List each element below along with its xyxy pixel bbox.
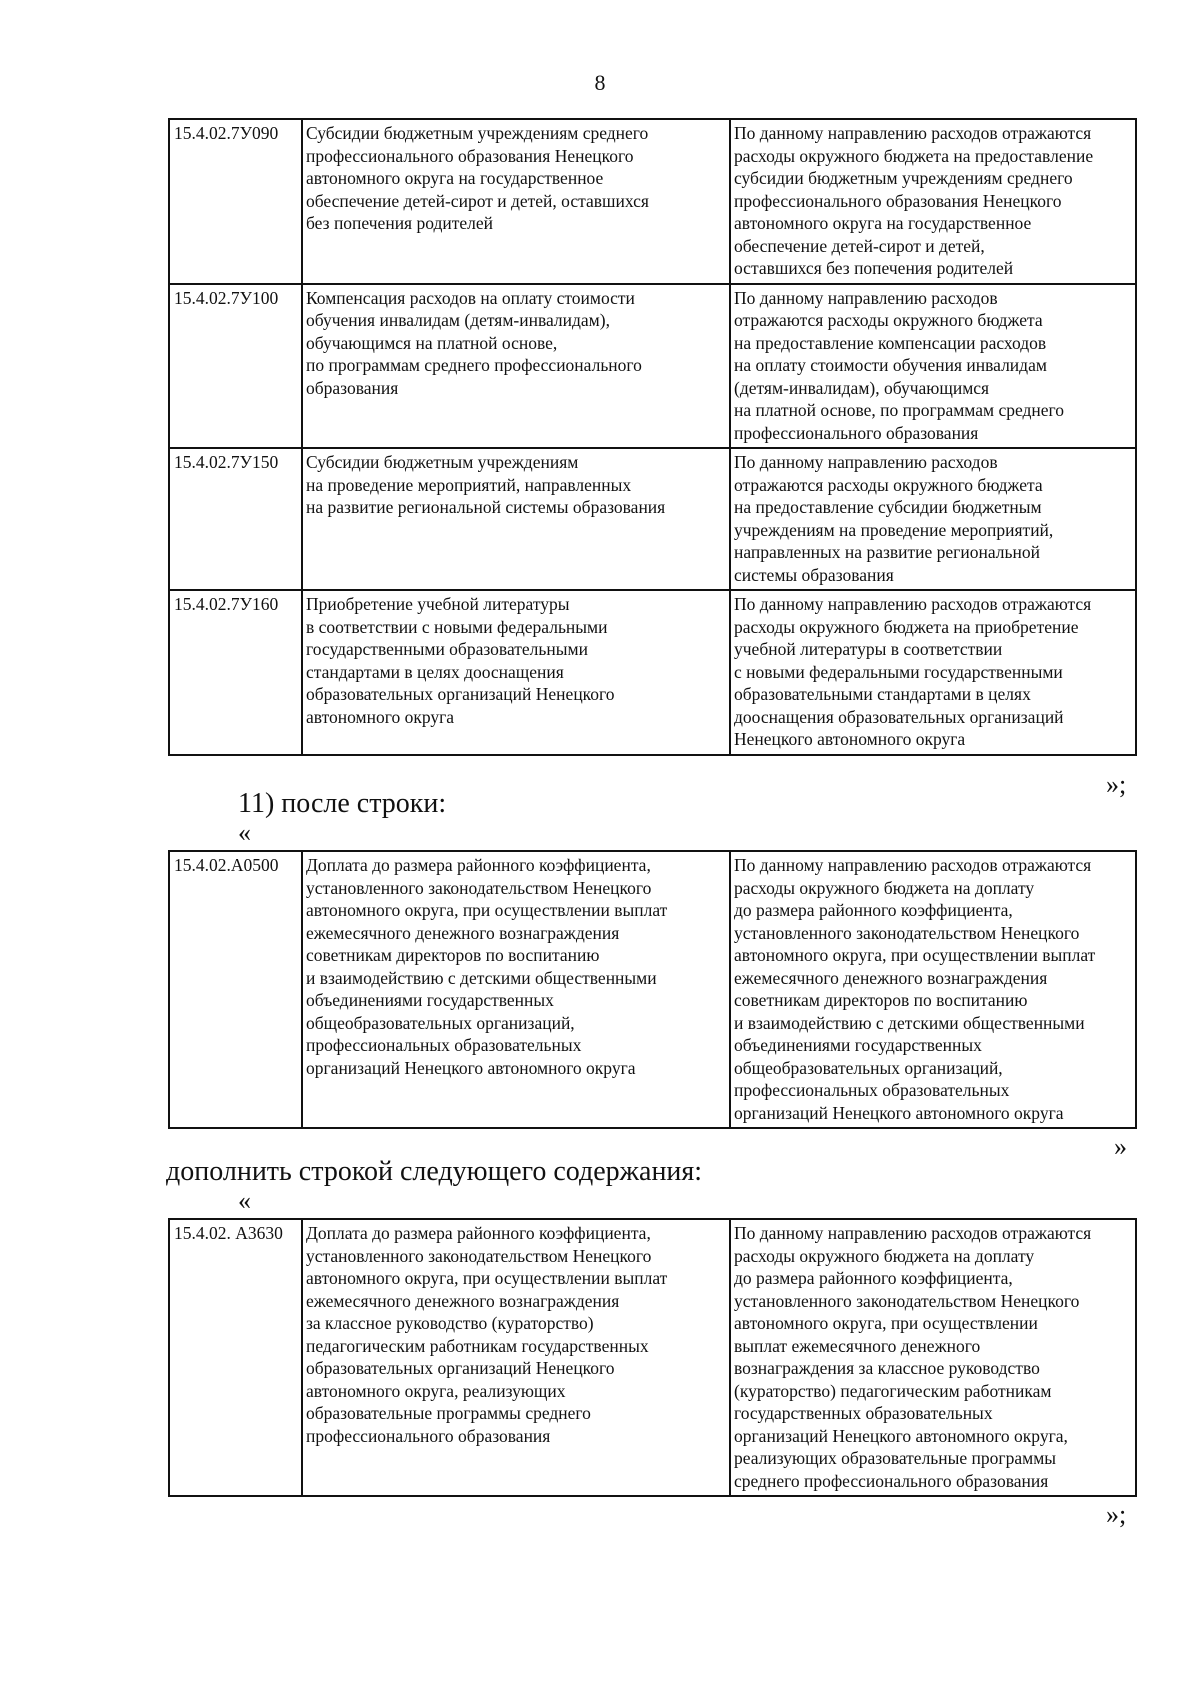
text-line: объединениями государственных — [306, 990, 554, 1010]
text-line: Доплата до размера районного коэффициента, — [306, 855, 651, 875]
text-line: установленного законодательством Ненецкого — [734, 1290, 1080, 1311]
text-line: автономного округа — [306, 706, 455, 727]
text-line: ежемесячного денежного вознаграждения — [734, 967, 1048, 988]
text-line: Компенсация расходов на оплату стоимости — [306, 287, 635, 308]
text-line: По данному направлению расходов — [734, 287, 998, 308]
text-line: образовательные программы среднего — [306, 1403, 591, 1423]
text-line: (кураторство) педагогическим работникам — [734, 1380, 1052, 1401]
budget-table-3 — [168, 1218, 1137, 1497]
text-line: установленного законодательством Ненецкого — [306, 1245, 652, 1266]
text-line: автономного округа, при осуществлении выплат — [306, 900, 668, 920]
budget-table-1 — [168, 118, 1137, 756]
text-line: среднего профессионального образования — [734, 1470, 1049, 1491]
row-name — [302, 590, 730, 755]
text-line: (детям-инвалидам), обучающимся — [734, 377, 990, 398]
row-name — [302, 284, 730, 449]
row-code: 15.4.02.7У090 — [169, 119, 302, 284]
text-line: до размера районного коэффициента, — [734, 1268, 1013, 1288]
row-code: 15.4.02.А0500 — [169, 851, 302, 1128]
text-line: отражаются расходы окружного бюджета — [734, 310, 1043, 330]
opening-quote: « — [238, 1186, 251, 1215]
text-line: По данному направлению расходов отражаются — [734, 123, 1092, 143]
text-line: профессионального образования Ненецкого — [734, 190, 1062, 211]
text-line: реализующих образовательные программы — [734, 1448, 1057, 1468]
text-line: выплат ежемесячного денежного — [734, 1335, 981, 1356]
text-line: за классное руководство (кураторство) — [306, 1313, 594, 1333]
text-line: автономного округа, реализующих — [306, 1380, 566, 1401]
text-line: Субсидии бюджетным учреждениям — [306, 452, 579, 472]
text-line: ежемесячного денежного вознаграждения — [306, 1290, 620, 1311]
row-code: 15.4.02.7У100 — [169, 284, 302, 449]
text-line: на оплату стоимости обучения инвалидам — [734, 355, 1047, 375]
text-line: на платной основе, по программам среднего — [734, 400, 1065, 420]
text-line: расходы окружного бюджета на доплату — [734, 877, 1035, 898]
text-line: и взаимодействию с детскими общественными — [306, 967, 657, 988]
text-line: учебной литературы в соответствии — [734, 639, 1003, 659]
text-line: педагогическим работникам государственных — [306, 1335, 649, 1356]
text-line: профессиональных образовательных — [306, 1035, 582, 1055]
text-line: расходы окружного бюджета на доплату — [734, 1245, 1035, 1266]
closing-quote: » — [1114, 1132, 1127, 1161]
text-line: образовательными стандартами в целях — [734, 684, 1031, 704]
row-explanation — [730, 590, 1136, 755]
text-line: обеспечение детей-сирот и детей, — [734, 235, 985, 256]
text-line: Субсидии бюджетным учреждениям среднего — [306, 123, 649, 143]
row-code: 15.4.02.7У160 — [169, 590, 302, 755]
text-line: По данному направлению расходов отражаются — [734, 855, 1092, 875]
table-row — [169, 448, 1136, 590]
text-line: ежемесячного денежного вознаграждения — [306, 922, 620, 943]
table-row — [169, 851, 1136, 1128]
text-line: организаций Ненецкого автономного округа, — [734, 1425, 1068, 1446]
text-line: По данному направлению расходов отражаются — [734, 1223, 1092, 1243]
text-line: субсидии бюджетным учреждениям среднего — [734, 168, 1073, 188]
text-line: государственных образовательных — [734, 1403, 993, 1423]
text-line: расходы окружного бюджета на предоставление — [734, 145, 1094, 166]
text-line: образования — [306, 377, 399, 398]
text-line: автономного округа, при осуществлении выплат — [734, 945, 1096, 965]
text-line: оставшихся без попечения родителей — [734, 258, 1014, 278]
supplement-heading: дополнить строкой следующего содержания: — [166, 1156, 703, 1187]
text-line: на предоставление субсидии бюджетным — [734, 497, 1042, 517]
text-line: профессиональных образовательных — [734, 1080, 1010, 1100]
row-name — [302, 448, 730, 590]
text-line: обеспечение детей-сирот и детей, оставшихся — [306, 190, 649, 211]
text-line: автономного округа на государственное — [734, 213, 1032, 233]
table-row — [169, 119, 1136, 284]
row-explanation — [730, 284, 1136, 449]
text-line: обучающимся на платной основе, — [306, 332, 558, 353]
text-line: стандартами в целях дооснащения — [306, 661, 564, 682]
text-line: автономного округа на государственное — [306, 168, 604, 188]
text-line: расходы окружного бюджета на приобретение — [734, 616, 1079, 637]
text-line: советникам директоров по воспитанию — [734, 990, 1028, 1010]
text-line: на проведение мероприятий, направленных — [306, 474, 632, 495]
row-name — [302, 1219, 730, 1496]
row-code: 15.4.02.7У150 — [169, 448, 302, 590]
text-line: организаций Ненецкого автономного округа — [734, 1102, 1064, 1123]
text-line: учреждениям на проведение мероприятий, — [734, 519, 1054, 540]
row-name — [302, 119, 730, 284]
closing-quote: »; — [1106, 770, 1127, 799]
text-line: дооснащения образовательных организаций — [734, 706, 1064, 727]
text-line: обучения инвалидам (детям-инвалидам), — [306, 310, 610, 330]
text-line: по программам среднего профессионального — [306, 355, 642, 375]
text-line: образовательных организаций Ненецкого — [306, 684, 615, 704]
text-line: с новыми федеральными государственными — [734, 661, 1063, 682]
text-line: организаций Ненецкого автономного округа — [306, 1057, 636, 1078]
text-line: Приобретение учебной литературы — [306, 594, 570, 614]
text-line: автономного округа, при осуществлении — [734, 1313, 1038, 1333]
item-11-heading: 11) после строки: — [238, 788, 447, 819]
opening-quote: « — [238, 818, 251, 847]
row-explanation — [730, 851, 1136, 1128]
table-row — [169, 590, 1136, 755]
text-line: объединениями государственных — [734, 1035, 982, 1055]
text-line: Доплата до размера районного коэффициента, — [306, 1223, 651, 1243]
text-line: без попечения родителей — [306, 213, 494, 233]
text-line: общеобразовательных организаций, — [306, 1012, 575, 1033]
text-line: общеобразовательных организаций, — [734, 1057, 1003, 1078]
text-line: вознаграждения за классное руководство — [734, 1358, 1040, 1378]
text-line: автономного округа, при осуществлении выплат — [306, 1268, 668, 1288]
text-line: советникам директоров по воспитанию — [306, 945, 600, 965]
page-number: 8 — [594, 70, 606, 95]
budget-table-2 — [168, 850, 1137, 1129]
text-line: установленного законодательством Ненецкого — [306, 877, 652, 898]
text-line: направленных на развитие региональной — [734, 542, 1040, 562]
text-line: системы образования — [734, 564, 894, 585]
text-line: профессионального образования Ненецкого — [306, 145, 634, 166]
row-explanation — [730, 119, 1136, 284]
row-explanation — [730, 448, 1136, 590]
row-name — [302, 851, 730, 1128]
row-explanation — [730, 1219, 1136, 1496]
text-line: образовательных организаций Ненецкого — [306, 1358, 615, 1378]
text-line: и взаимодействию с детскими общественными — [734, 1012, 1085, 1033]
row-code: 15.4.02. А3630 — [169, 1219, 302, 1496]
text-line: По данному направлению расходов — [734, 452, 998, 472]
text-line: на развитие региональной системы образования — [306, 497, 666, 517]
text-line: профессионального образования — [306, 1425, 551, 1446]
table-row — [169, 1219, 1136, 1496]
table-row — [169, 284, 1136, 449]
text-line: По данному направлению расходов отражаются — [734, 594, 1092, 614]
text-line: профессионального образования — [734, 422, 979, 443]
text-line: государственными образовательными — [306, 639, 588, 659]
text-line: Ненецкого автономного округа — [734, 729, 966, 749]
text-line: на предоставление компенсации расходов — [734, 332, 1047, 353]
text-line: до размера районного коэффициента, — [734, 900, 1013, 920]
closing-quote: »; — [1106, 1500, 1127, 1529]
text-line: установленного законодательством Ненецкого — [734, 922, 1080, 943]
text-line: в соответствии с новыми федеральными — [306, 616, 608, 637]
text-line: отражаются расходы окружного бюджета — [734, 474, 1043, 495]
